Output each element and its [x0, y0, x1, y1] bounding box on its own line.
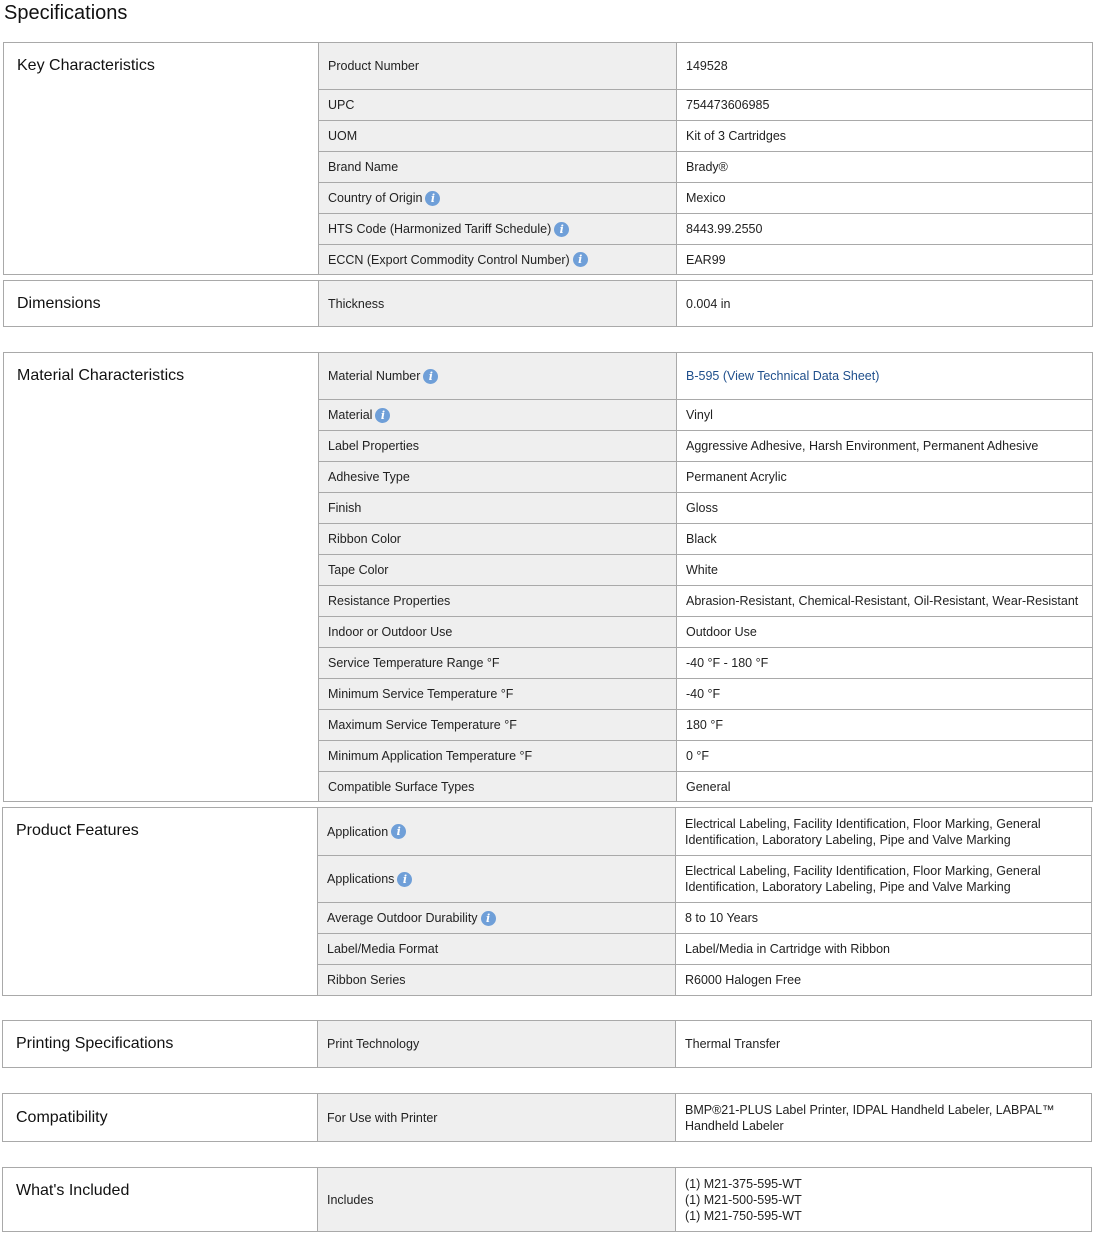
section-material-characteristics — [3, 352, 1093, 802]
spec-label: Compatible Surface Types — [318, 772, 677, 801]
spec-label: HTS Code (Harmonized Tariff Schedule) — [328, 222, 552, 236]
table-row — [317, 902, 1091, 933]
table-row — [318, 523, 1092, 554]
section-key-characteristics — [3, 42, 1093, 275]
table-row — [318, 281, 1092, 326]
spec-label: Thickness — [318, 281, 677, 326]
section-title: Key Characteristics — [17, 57, 155, 74]
spec-value: 0 °F — [686, 749, 710, 763]
table-row — [318, 740, 1092, 771]
table-row — [318, 709, 1092, 740]
spec-label-cell — [317, 856, 676, 902]
spec-value: Gloss — [686, 501, 718, 515]
info-icon[interactable]: i — [391, 824, 406, 839]
spec-value: Mexico — [686, 191, 726, 205]
table-row — [318, 430, 1092, 461]
spec-value: 180 °F — [686, 718, 723, 732]
section-title: Compatibility — [16, 1108, 108, 1126]
table-row — [318, 244, 1092, 274]
table-row — [318, 492, 1092, 523]
spec-label: Minimum Application Temperature °F — [318, 741, 677, 771]
section-compatibility — [2, 1093, 1092, 1142]
spec-label: Tape Color — [318, 555, 677, 585]
spec-label-cell — [318, 214, 677, 244]
table-row — [318, 213, 1092, 244]
spec-label: For Use with Printer — [317, 1094, 676, 1141]
section-product-features — [2, 807, 1092, 996]
spec-value: Black — [686, 532, 717, 546]
spec-label: Finish — [318, 493, 677, 523]
table-row — [318, 554, 1092, 585]
spec-label: Print Technology — [317, 1021, 676, 1067]
info-icon[interactable]: i — [481, 911, 496, 926]
spec-value: -40 °F - 180 °F — [686, 656, 769, 670]
spec-value: Electrical Labeling, Facility Identification, Floor Marking, General Identification, Laboratory Labeling, Pipe and Valve Marking — [685, 816, 1041, 847]
spec-label: Material — [328, 408, 373, 422]
spec-label: Label/Media Format — [317, 934, 676, 964]
info-icon[interactable]: i — [554, 222, 569, 237]
spec-label: Maximum Service Temperature °F — [318, 710, 677, 740]
spec-value: Electrical Labeling, Facility Identification, Floor Marking, General Identification, Laboratory Labeling, Pipe and Valve Marking — [685, 864, 1041, 894]
spec-label: Adhesive Type — [318, 462, 677, 492]
spec-label: Includes — [317, 1168, 676, 1231]
spec-value: Outdoor Use — [686, 625, 757, 639]
table-row — [317, 964, 1091, 995]
section-title: Product Features — [16, 822, 139, 839]
spec-label: Minimum Service Temperature °F — [318, 679, 677, 709]
spec-label: Resistance Properties — [318, 586, 677, 616]
spec-label: Indoor or Outdoor Use — [318, 617, 677, 647]
spec-label: Average Outdoor Durability — [327, 911, 478, 925]
spec-label: UPC — [318, 90, 677, 120]
spec-label: Applications — [327, 872, 395, 886]
section-printing-specifications — [2, 1020, 1092, 1068]
section-title: Printing Specifications — [16, 1035, 174, 1052]
table-row — [318, 399, 1092, 430]
spec-label-cell — [318, 353, 677, 399]
technical-data-sheet-link[interactable]: B-595 (View Technical Data Sheet) — [686, 369, 880, 383]
table-row — [317, 855, 1091, 902]
spec-label-cell — [318, 245, 677, 274]
table-row — [317, 1168, 1091, 1231]
spec-value: BMP®21-PLUS Label Printer, IDPAL Handheld Labeler, LABPAL™ Handheld Labeler — [685, 1102, 1055, 1133]
table-row — [318, 151, 1092, 182]
spec-value: -40 °F — [686, 687, 721, 701]
spec-value — [676, 1168, 1091, 1231]
page-title: Specifications — [4, 2, 128, 24]
spec-label-cell — [317, 903, 676, 933]
info-icon[interactable]: i — [423, 369, 438, 384]
spec-value-cell — [677, 353, 1092, 399]
spec-value: Brady® — [686, 160, 728, 174]
spec-value: Kit of 3 Cartridges — [686, 129, 787, 143]
spec-label: Country of Origin — [328, 191, 423, 205]
section-whats-included — [2, 1167, 1092, 1232]
spec-value: 754473606985 — [686, 98, 770, 112]
spec-value: 0.004 in — [686, 296, 731, 311]
spec-value: Aggressive Adhesive, Harsh Environment, Permanent Adhesive — [686, 439, 1039, 453]
spec-value: EAR99 — [686, 252, 726, 267]
table-row — [318, 678, 1092, 709]
spec-label: Label Properties — [318, 431, 677, 461]
table-row — [318, 89, 1092, 120]
spec-label: ECCN (Export Commodity Control Number) — [328, 252, 570, 267]
spec-value: General — [686, 779, 731, 794]
spec-value: Label/Media in Cartridge with Ribbon — [685, 942, 890, 956]
info-icon[interactable]: i — [397, 872, 412, 887]
table-row — [318, 182, 1092, 213]
table-row — [317, 808, 1091, 855]
spec-value: 8443.99.2550 — [686, 222, 763, 236]
table-row — [318, 647, 1092, 678]
section-title: Dimensions — [17, 294, 101, 312]
table-row — [318, 771, 1092, 801]
table-row — [317, 1094, 1091, 1141]
included-item: (1) M21-375-595-WT — [685, 1176, 802, 1191]
table-row — [318, 616, 1092, 647]
spec-label: Service Temperature Range °F — [318, 648, 677, 678]
section-title: Material Characteristics — [17, 367, 185, 384]
spec-value: 149528 — [686, 59, 728, 73]
info-icon[interactable]: i — [375, 408, 390, 423]
table-row — [317, 1021, 1091, 1067]
table-row — [318, 120, 1092, 151]
spec-label-cell — [318, 400, 677, 430]
spec-label-cell — [318, 183, 677, 213]
spec-label: Brand Name — [318, 152, 677, 182]
included-item: (1) M21-500-595-WT — [685, 1192, 802, 1207]
spec-value: Thermal Transfer — [685, 1037, 781, 1051]
table-row — [317, 933, 1091, 964]
section-dimensions — [3, 280, 1093, 327]
spec-value: Abrasion-Resistant, Chemical-Resistant, Oil-Resistant, Wear-Resistant — [686, 594, 1079, 608]
spec-label-cell — [317, 808, 676, 855]
spec-label: Ribbon Color — [318, 524, 677, 554]
spec-value: Permanent Acrylic — [686, 470, 787, 484]
spec-value: 8 to 10 Years — [685, 911, 758, 925]
table-row — [318, 585, 1092, 616]
section-title: What's Included — [16, 1182, 130, 1199]
spec-label: Product Number — [318, 43, 677, 89]
spec-value: Vinyl — [686, 408, 713, 422]
table-row — [318, 353, 1092, 399]
spec-label: Ribbon Series — [317, 965, 676, 995]
spec-label: Material Number — [328, 369, 421, 383]
info-icon[interactable]: i — [425, 191, 440, 206]
spec-label: Application — [327, 824, 389, 839]
spec-value: White — [686, 563, 718, 577]
table-row — [318, 43, 1092, 89]
included-item: (1) M21-750-595-WT — [685, 1208, 802, 1223]
spec-value: R6000 Halogen Free — [685, 973, 802, 987]
table-row — [318, 461, 1092, 492]
spec-label: UOM — [318, 121, 677, 151]
info-icon[interactable]: i — [573, 252, 588, 267]
